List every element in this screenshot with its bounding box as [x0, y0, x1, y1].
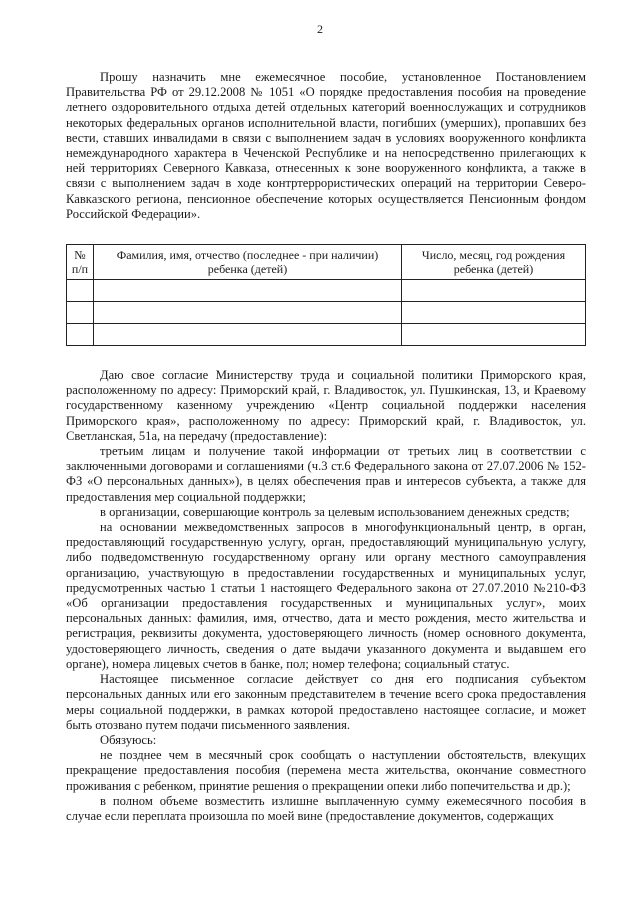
- table-row: [67, 324, 586, 346]
- table-row: [67, 280, 586, 302]
- consent-paragraph-third-parties: третьим лицам и получение такой информации от третьих лиц в соответствии с заключенными договорами и соглашениями (ч.3 ст.6 Федерального закона от 27.07.2006 № 152-ФЗ «О персональных данных»), в целях обеспечения прав и интересов субъекта, а также для предоставления мер социальной поддержки;: [66, 444, 586, 504]
- header-birth-date: Число, месяц, год рождения ребенка (детей): [402, 245, 586, 280]
- table-cell: [67, 280, 94, 302]
- consent-paragraph-intro: Даю свое согласие Министерству труда и социальной политики Приморского края, расположенному по адресу: Приморский край, г. Владивосток, ул. Пушкинская, 13, и Краевому государственному казенному учреждению «Центр социальной поддержки населения Приморского края», расположенному по адресу: Приморский край, г. Владивосток, ул. Светланская, 51а, на передачу (предоставление):: [66, 368, 586, 443]
- table-cell: [67, 302, 94, 324]
- consent-paragraph-validity: Настоящее письменное согласие действует со дня его подписания субъектом персональных данных или его законным представителем в течение всего срока предоставления меры социальной поддержки, в рамках которой предоставлено настоящее согласие, и может быть отозвано путем подачи письменного заявления.: [66, 672, 586, 732]
- table-cell: [402, 324, 586, 346]
- request-paragraph: Прошу назначить мне ежемесячное пособие, установленное Постановлением Правительства РФ от 29.12.2008 № 1051 «О порядке предоставления пособия на проведение летнего оздоровительного отдыха детей отдельных категорий военнослужащих и сотрудников некоторых федеральных органов исполнительной власти, погибших (умерших), пропавших без вести, ставших инвалидами в связи с выполнением задач в условиях вооруженного конфликта немеждународного характера в Чеченской Республике и на непосредственно прилегающих к ней территориях Северного Кавказа, отнесенных к зоне вооруженного конфликта, а также в связи с выполнением задач в ходе контртеррористических операций на территории Северо-Кавказского региона, пенсионное обеспечение которых осуществляется Пенсионным фондом Российской Федерации».: [66, 70, 586, 221]
- table-cell: [94, 324, 402, 346]
- header-number: № п/п: [67, 245, 94, 280]
- table-cell: [94, 302, 402, 324]
- header-child-name: Фамилия, имя, отчество (последнее - при наличии) ребенка (детей): [94, 245, 402, 280]
- obligation-heading: Обязуюсь:: [100, 732, 157, 747]
- obligation-paragraph-refund: в полном объеме возместить излишне выплаченную сумму ежемесячного пособия в случае если переплата произошла по моей вине (предоставление документов, содержащих: [66, 793, 586, 823]
- consent-paragraph-interagency: на основании межведомственных запросов в многофункциональный центр, в орган, предоставляющий государственную услугу, орган, предоставляющий муниципальную услугу, либо подведомственную государственному органу или органу местного самоуправления организацию, участвующую в предоставлении государственных и муниципальных услуг, предусмотренных частью 1 статьи 1 настоящего Федерального закона от 27.07.2010 №210-ФЗ «Об организации предоставления государственных и муниципальных услуг», моих персональных данных: фамилия, имя, отчество, дата и место рождения, место жительства и регистрация, реквизиты документа, удостоверяющего личность (номер основного документа, удостоверяющего личность, сведения о дате выдачи указанного документа и выдавшем его органе), номера лицевых счетов в банке, пол; номер телефона; социальный статус.: [66, 520, 586, 671]
- table-cell: [67, 324, 94, 346]
- obligation-paragraph-notify: не позднее чем в месячный срок сообщать о наступлении обстоятельств, влекущих прекращение предоставления пособия (перемена места жительства, окончание совместного проживания с ребенком, принятие решения о прекращении опеки либо попечительства и др.);: [66, 748, 586, 793]
- page-number: 2: [317, 22, 323, 36]
- table-cell: [402, 280, 586, 302]
- document-body: [66, 70, 586, 824]
- consent-paragraph-control-orgs: в организации, совершающие контроль за целевым использованием денежных средств;: [100, 504, 570, 519]
- table-cell: [402, 302, 586, 324]
- table-cell: [94, 280, 402, 302]
- children-table: [66, 244, 586, 346]
- table-header-row: [67, 245, 586, 280]
- table-row: [67, 302, 586, 324]
